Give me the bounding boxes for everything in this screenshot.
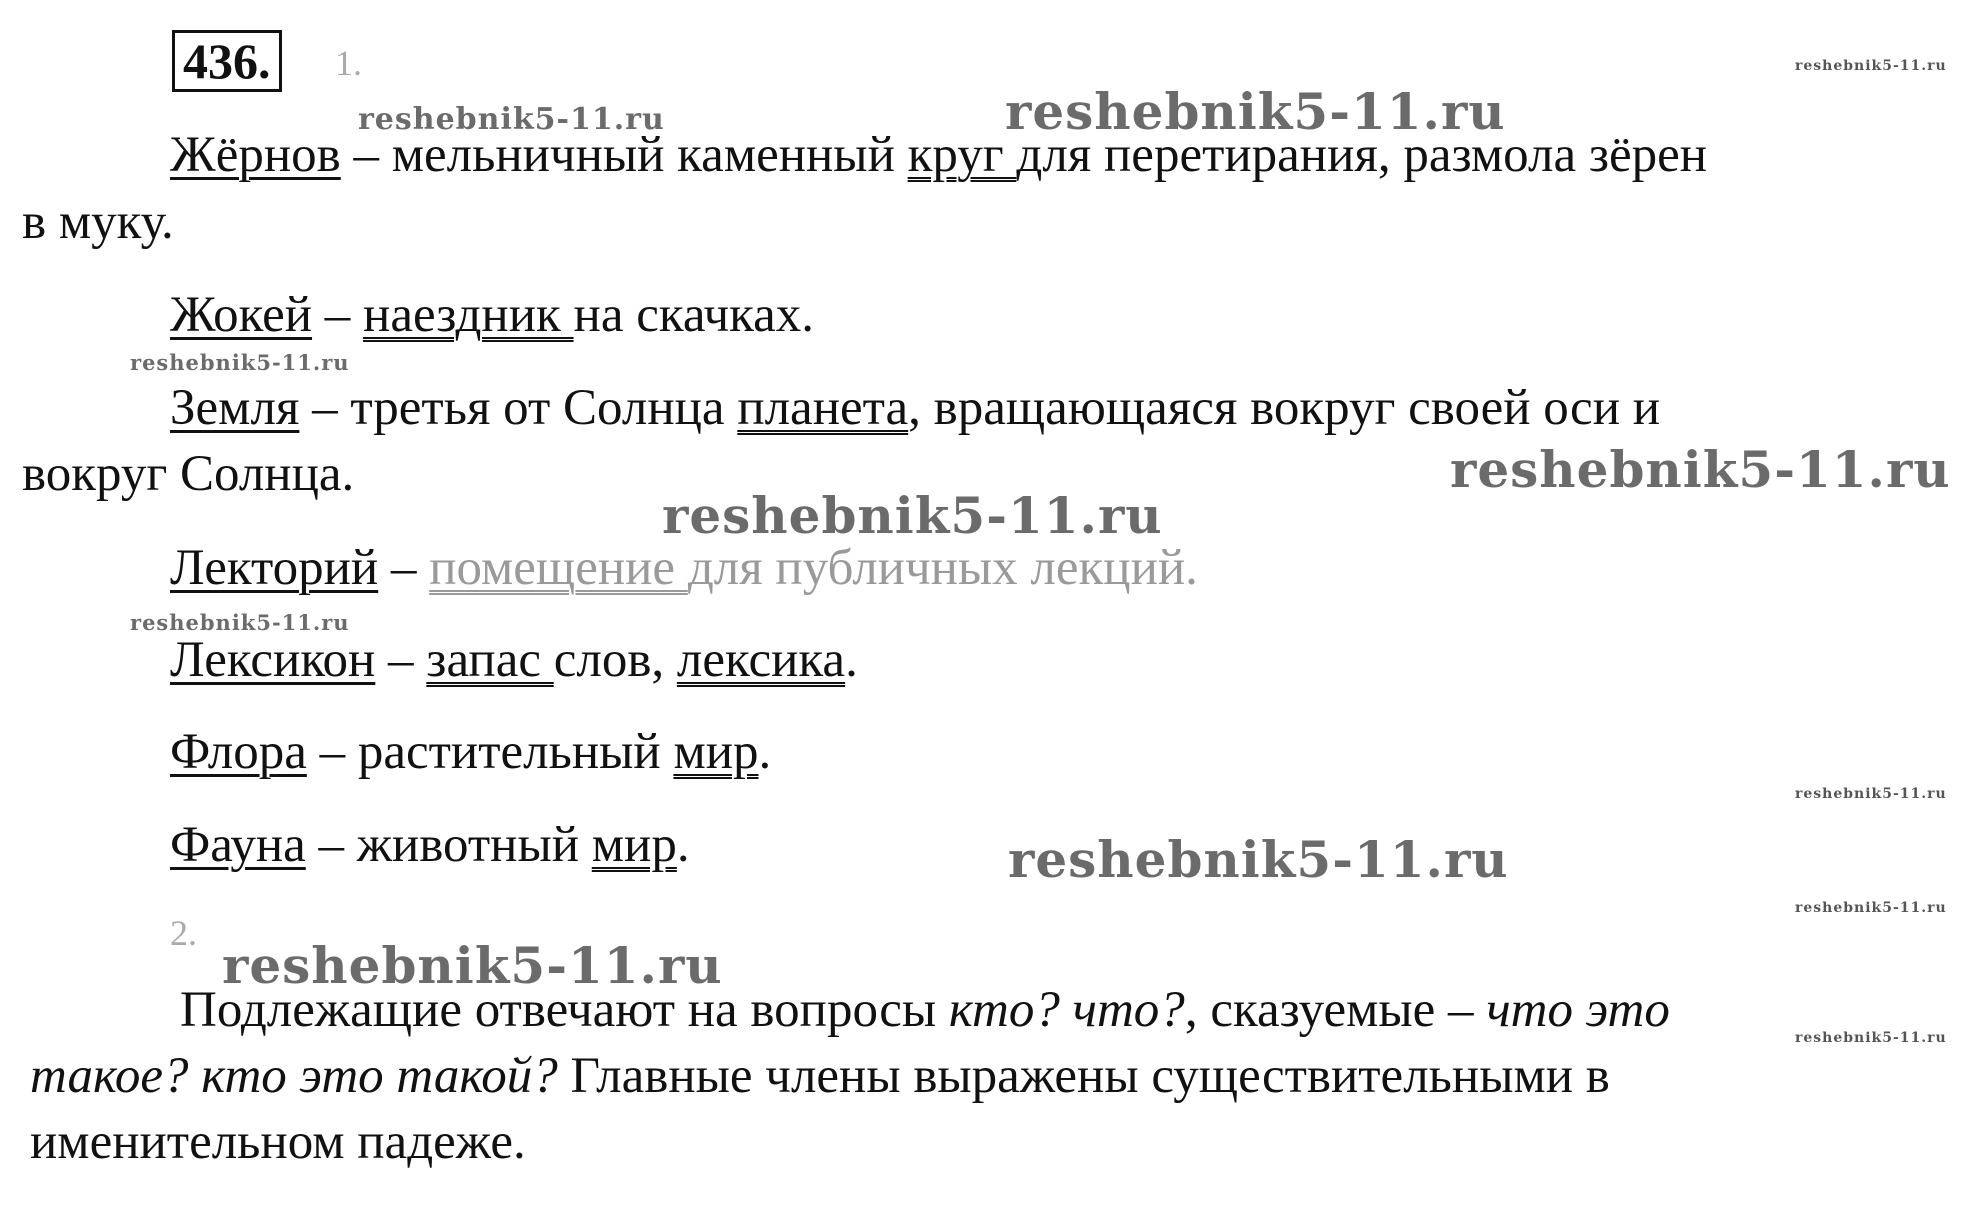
watermark: reshebnik5-11.ru	[358, 102, 665, 137]
entry-term: Лексикон	[170, 632, 376, 688]
task-number: 436.	[172, 30, 282, 92]
entry-keyword: наездник	[363, 287, 574, 343]
answer-line: именительном падеже.	[30, 1114, 526, 1170]
entry-term: Фауна	[170, 817, 306, 873]
entry-line: Жокей – наездник на скачках.	[170, 287, 814, 343]
entry-keyword: круг	[907, 127, 1017, 183]
entry-keyword: мир	[591, 817, 677, 873]
watermark: reshebnik5-11.ru	[1795, 900, 1947, 916]
entry-term: Земля	[170, 380, 300, 436]
entry-line: Флора – растительный мир.	[170, 724, 772, 780]
entry-keyword: лексика	[676, 632, 846, 688]
answer-line: Подлежащие отвечают на вопросы кто? что?, сказуемые – что это	[180, 982, 1670, 1038]
entry-line: Фауна – животный мир.	[170, 817, 690, 873]
entry-keyword: мир	[673, 724, 759, 780]
part-number-1: 1.	[335, 43, 362, 83]
watermark: reshebnik5-11.ru	[130, 350, 350, 375]
watermark: reshebnik5-11.ru	[222, 936, 723, 995]
entry-line: Лекторий – помещение для публичных лекций.	[170, 540, 1198, 596]
entry-line: Земля – третья от Солнца планета, вращающаяся вокруг своей оси и	[170, 380, 1661, 436]
answer-line: такое? кто это такой? Главные члены выражены существительными в	[30, 1048, 1610, 1104]
watermark: reshebnik5-11.ru	[130, 610, 350, 635]
entry-line-continuation: в муку.	[22, 194, 174, 250]
entry-keyword: запас	[426, 632, 554, 688]
entry-term: Флора	[170, 724, 307, 780]
watermark: reshebnik5-11.ru	[1008, 830, 1509, 889]
entry-line: Жёрнов – мельничный каменный круг для перетирания, размола зёрен	[170, 127, 1708, 183]
watermark: reshebnik5-11.ru	[662, 486, 1163, 545]
entry-term: Жёрнов	[170, 127, 341, 183]
entry-keyword: помещение	[429, 540, 688, 596]
watermark: reshebnik5-11.ru	[1450, 440, 1951, 499]
entry-line: Лексикон – запас слов, лексика.	[170, 632, 858, 688]
entry-term: Жокей	[170, 287, 313, 343]
watermark: reshebnik5-11.ru	[1005, 82, 1506, 141]
part-number-2: 2.	[170, 913, 197, 953]
watermark: reshebnik5-11.ru	[1795, 58, 1947, 74]
entry-keyword: планета	[737, 380, 909, 436]
watermark: reshebnik5-11.ru	[1795, 1030, 1947, 1046]
entry-term: Лекторий	[170, 540, 379, 596]
watermark: reshebnik5-11.ru	[1795, 786, 1947, 802]
entry-line-continuation: вокруг Солнца.	[22, 446, 355, 502]
